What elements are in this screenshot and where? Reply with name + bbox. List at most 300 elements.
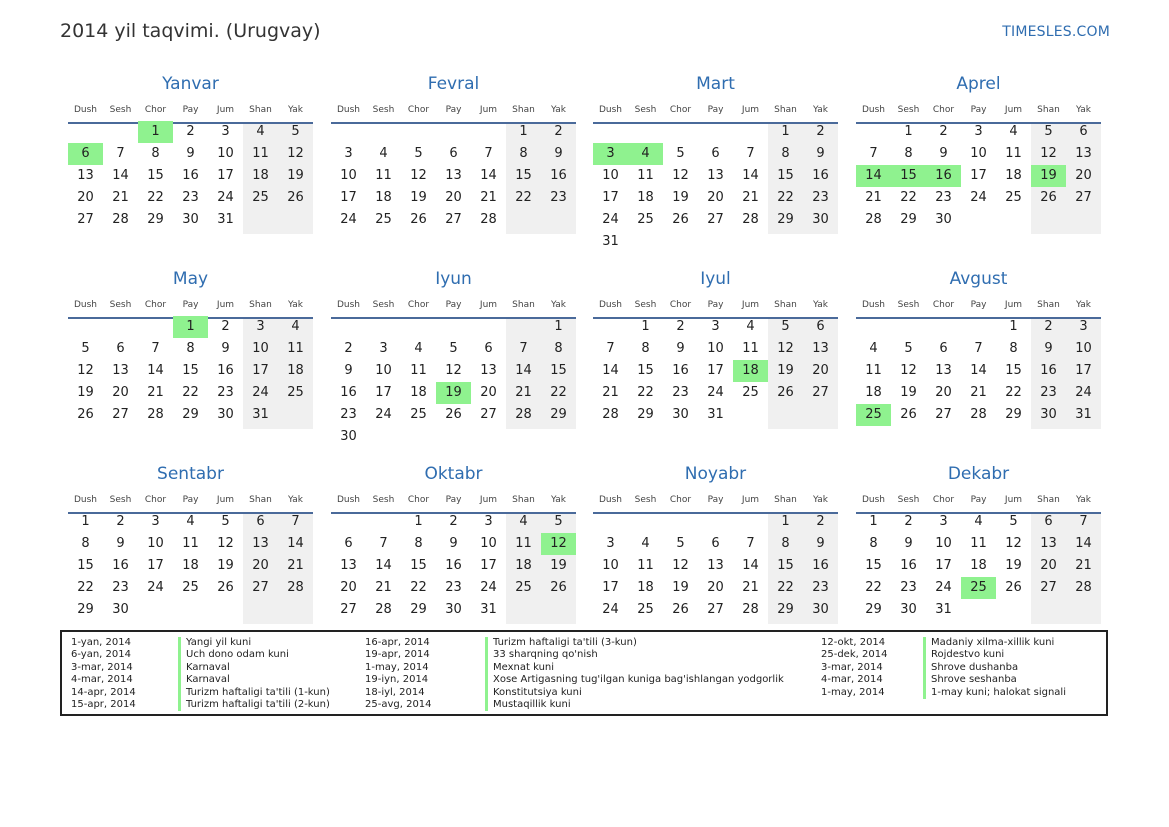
day-cell: 7	[116, 146, 125, 161]
day-cell: 25	[742, 385, 759, 400]
day-cell: 10	[602, 558, 619, 573]
day-cell: 22	[147, 190, 164, 205]
day-cell: 21	[742, 580, 759, 595]
day-cell: 27	[480, 407, 497, 422]
holiday-day-cell: 1	[138, 121, 173, 143]
day-cell: 20	[935, 385, 952, 400]
day-cell: 25	[252, 190, 269, 205]
day-cell: 30	[445, 602, 462, 617]
legend-date: 16-apr, 2014	[365, 637, 430, 648]
day-cell: 8	[81, 536, 90, 551]
day-cell: 11	[375, 168, 392, 183]
day-cell: 19	[777, 363, 794, 378]
day-cell: 26	[445, 407, 462, 422]
legend-date: 4-mar, 2014	[71, 674, 133, 686]
day-cell: 9	[449, 536, 458, 551]
day-cell: 3	[711, 319, 720, 334]
day-cell: 29	[182, 407, 199, 422]
day-cell: 24	[147, 580, 164, 595]
weekday-label: Dush	[336, 300, 361, 310]
day-cell: 20	[1075, 168, 1092, 183]
weekday-label: Jum	[216, 300, 235, 310]
day-cell: 15	[182, 363, 199, 378]
day-cell: 12	[410, 168, 427, 183]
day-cell: 22	[777, 190, 794, 205]
brand-link[interactable]: TIMESLES.COM	[1002, 24, 1110, 40]
day-cell: 22	[900, 190, 917, 205]
day-cell: 20	[112, 385, 129, 400]
weekday-header	[68, 495, 313, 509]
weekday-label: Chor	[407, 495, 430, 505]
day-cell: 14	[515, 363, 532, 378]
day-cell: 1	[904, 124, 913, 139]
day-cell: 23	[340, 407, 357, 422]
legend-holiday-name: Turizm haftaligi ta'tili (2-kun)	[178, 699, 330, 711]
day-cell: 6	[484, 341, 493, 356]
weekday-label: Shan	[512, 105, 535, 115]
day-cell: 18	[182, 558, 199, 573]
day-cell: 11	[515, 536, 532, 551]
day-cell: 16	[812, 558, 829, 573]
day-cell: 23	[900, 580, 917, 595]
day-cell: 2	[449, 514, 458, 529]
legend-holiday-name: Turizm haftaligi ta'tili (1-kun)	[178, 687, 330, 699]
day-cell: 16	[812, 168, 829, 183]
weekday-label: Jum	[479, 105, 498, 115]
day-cell: 8	[186, 341, 195, 356]
weekday-header	[331, 495, 576, 509]
day-cell: 30	[112, 602, 129, 617]
day-cell: 28	[970, 407, 987, 422]
day-cell: 2	[116, 514, 125, 529]
day-cell: 12	[672, 168, 689, 183]
day-cell: 17	[252, 363, 269, 378]
day-cell: 29	[865, 602, 882, 617]
day-cell: 2	[816, 514, 825, 529]
day-cell: 28	[515, 407, 532, 422]
day-cell: 17	[1075, 363, 1092, 378]
day-cell: 11	[287, 341, 304, 356]
day-cell: 9	[816, 146, 825, 161]
weekday-label: Sesh	[634, 105, 657, 115]
day-cell: 22	[410, 580, 427, 595]
day-cell: 17	[217, 168, 234, 183]
weekday-label: Jum	[1004, 105, 1023, 115]
weekday-label: Pay	[445, 495, 462, 505]
weekday-label: Sesh	[897, 495, 920, 505]
weekday-label: Chor	[407, 105, 430, 115]
day-cell: 6	[116, 341, 125, 356]
day-cell: 29	[550, 407, 567, 422]
day-cell: 6	[344, 536, 353, 551]
day-cell: 6	[449, 146, 458, 161]
day-cell: 11	[742, 341, 759, 356]
day-cell: 19	[1005, 558, 1022, 573]
holiday-day-cell: 3	[593, 143, 628, 165]
weekday-label: Chor	[669, 300, 692, 310]
weekday-label: Dush	[336, 105, 361, 115]
day-cell: 30	[340, 429, 357, 444]
legend-holiday-name: Mexnat kuni	[485, 662, 784, 674]
day-cell: 11	[970, 536, 987, 551]
day-cell: 14	[480, 168, 497, 183]
day-cell: 26	[900, 407, 917, 422]
day-cell: 30	[182, 212, 199, 227]
day-cell: 2	[221, 319, 230, 334]
day-cell: 27	[252, 580, 269, 595]
day-cell: 27	[112, 407, 129, 422]
weekday-label: Chor	[669, 495, 692, 505]
weekday-label: Shan	[774, 495, 797, 505]
weekday-label: Pay	[707, 495, 724, 505]
legend-holiday-name: Turizm haftaligi ta'tili (3-kun)	[485, 637, 784, 649]
day-cell: 9	[116, 536, 125, 551]
weekday-label: Jum	[741, 105, 760, 115]
legend-date: 1-may, 2014	[821, 686, 885, 698]
day-cell: 24	[217, 190, 234, 205]
day-cell: 25	[637, 602, 654, 617]
day-cell: 28	[865, 212, 882, 227]
legend-holiday-name: Rojdestvo kuni	[923, 649, 1066, 661]
day-cell: 20	[707, 190, 724, 205]
day-cell: 26	[1040, 190, 1057, 205]
day-cell: 15	[777, 168, 794, 183]
day-cell: 25	[410, 407, 427, 422]
day-cell: 4	[256, 124, 265, 139]
day-cell: 17	[147, 558, 164, 573]
day-cell: 18	[375, 190, 392, 205]
day-cell: 13	[445, 168, 462, 183]
day-cell: 16	[445, 558, 462, 573]
weekday-label: Jum	[1004, 495, 1023, 505]
legend-holiday-name: Madaniy xilma-xillik kuni	[923, 637, 1066, 649]
holiday-day-cell: 12	[541, 533, 576, 555]
day-cell: 10	[217, 146, 234, 161]
legend-holiday-name: Shrove seshanba	[923, 674, 1066, 686]
legend-holiday-name: Konstitutsiya kuni	[485, 687, 784, 699]
day-cell: 16	[340, 385, 357, 400]
day-cell: 13	[1040, 536, 1057, 551]
day-cell: 23	[112, 580, 129, 595]
day-cell: 17	[935, 558, 952, 573]
day-cell: 22	[550, 385, 567, 400]
day-cell: 3	[606, 536, 615, 551]
day-cell: 22	[637, 385, 654, 400]
weekday-label: Yak	[813, 105, 828, 115]
day-cell: 26	[672, 602, 689, 617]
day-cell: 7	[746, 146, 755, 161]
weekday-label: Pay	[445, 105, 462, 115]
day-cell: 11	[252, 146, 269, 161]
legend-date: 25-avg, 2014	[365, 698, 432, 710]
legend-date: 19-apr, 2014	[365, 649, 430, 661]
day-cell: 19	[410, 190, 427, 205]
day-cell: 19	[900, 385, 917, 400]
legend-name-column	[923, 637, 1066, 699]
day-cell: 28	[287, 580, 304, 595]
day-cell: 13	[480, 363, 497, 378]
day-cell: 21	[602, 385, 619, 400]
day-cell: 12	[777, 341, 794, 356]
day-cell: 19	[672, 190, 689, 205]
day-cell: 27	[340, 602, 357, 617]
weekday-label: Sesh	[634, 495, 657, 505]
day-cell: 18	[287, 363, 304, 378]
weekday-label: Dush	[598, 495, 623, 505]
day-cell: 8	[869, 536, 878, 551]
day-cell: 24	[480, 580, 497, 595]
weekday-label: Pay	[970, 495, 987, 505]
day-cell: 6	[816, 319, 825, 334]
day-cell: 12	[445, 363, 462, 378]
weekday-label: Chor	[932, 495, 955, 505]
day-cell: 12	[1040, 146, 1057, 161]
page-title: 2014 yil taqvimi. (Urugvay)	[60, 20, 321, 42]
day-cell: 4	[519, 514, 528, 529]
day-cell: 13	[340, 558, 357, 573]
legend-holiday-name: Mustaqillik kuni	[485, 699, 784, 711]
day-cell: 3	[484, 514, 493, 529]
day-cell: 4	[641, 536, 650, 551]
legend-date: 1-yan, 2014	[71, 637, 131, 648]
day-cell: 27	[1040, 580, 1057, 595]
day-cell: 21	[480, 190, 497, 205]
day-cell: 4	[746, 319, 755, 334]
day-cell: 10	[707, 341, 724, 356]
day-cell: 14	[742, 558, 759, 573]
weekday-label: Dush	[73, 495, 98, 505]
day-cell: 4	[869, 341, 878, 356]
day-cell: 3	[221, 124, 230, 139]
day-cell: 19	[550, 558, 567, 573]
day-cell: 9	[221, 341, 230, 356]
weekday-label: Pay	[707, 105, 724, 115]
day-cell: 19	[672, 580, 689, 595]
weekday-header	[68, 105, 313, 119]
day-cell: 16	[550, 168, 567, 183]
day-cell: 18	[410, 385, 427, 400]
day-cell: 5	[676, 536, 685, 551]
month-name: Dekabr	[947, 464, 1010, 484]
day-cell: 31	[252, 407, 269, 422]
day-cell: 22	[1005, 385, 1022, 400]
day-cell: 13	[1075, 146, 1092, 161]
day-cell: 14	[287, 536, 304, 551]
day-cell: 5	[291, 124, 300, 139]
day-cell: 21	[1075, 558, 1092, 573]
month-name: Mart	[696, 74, 735, 94]
legend-date: 15-apr, 2014	[71, 698, 136, 710]
day-cell: 24	[602, 602, 619, 617]
day-cell: 23	[672, 385, 689, 400]
day-cell: 5	[221, 514, 230, 529]
day-cell: 17	[707, 363, 724, 378]
day-cell: 6	[256, 514, 265, 529]
legend-date: 3-mar, 2014	[821, 661, 883, 673]
day-cell: 18	[1005, 168, 1022, 183]
day-cell: 17	[375, 385, 392, 400]
day-cell: 7	[606, 341, 615, 356]
day-cell: 26	[1005, 580, 1022, 595]
day-cell: 9	[816, 536, 825, 551]
day-cell: 12	[217, 536, 234, 551]
day-cell: 15	[515, 168, 532, 183]
legend-date-column	[821, 637, 887, 699]
day-cell: 29	[1005, 407, 1022, 422]
weekday-label: Shan	[1037, 495, 1060, 505]
weekday-label: Pay	[970, 105, 987, 115]
day-cell: 5	[676, 146, 685, 161]
weekday-label: Yak	[1076, 105, 1091, 115]
day-cell: 7	[1079, 514, 1088, 529]
weekday-label: Dush	[861, 300, 886, 310]
day-cell: 16	[1040, 363, 1057, 378]
day-cell: 22	[515, 190, 532, 205]
day-cell: 4	[414, 341, 423, 356]
day-cell: 24	[707, 385, 724, 400]
day-cell: 20	[77, 190, 94, 205]
day-cell: 8	[781, 146, 790, 161]
day-cell: 1	[554, 319, 563, 334]
day-cell: 7	[291, 514, 300, 529]
day-cell: 22	[865, 580, 882, 595]
weekday-label: Dush	[73, 105, 98, 115]
day-cell: 8	[519, 146, 528, 161]
weekday-label: Yak	[1076, 495, 1091, 505]
day-cell: 21	[865, 190, 882, 205]
legend-date: 6-yan, 2014	[71, 649, 131, 661]
day-cell: 12	[900, 363, 917, 378]
day-cell: 6	[1044, 514, 1053, 529]
day-cell: 1	[1009, 319, 1018, 334]
day-cell: 13	[707, 168, 724, 183]
day-cell: 2	[1044, 319, 1053, 334]
day-cell: 4	[974, 514, 983, 529]
day-cell: 10	[340, 168, 357, 183]
day-cell: 23	[1040, 385, 1057, 400]
weekday-label: Jum	[741, 300, 760, 310]
weekday-label: Shan	[512, 495, 535, 505]
weekday-label: Jum	[216, 105, 235, 115]
day-cell: 2	[676, 319, 685, 334]
day-cell: 25	[637, 212, 654, 227]
month-name: Noyabr	[684, 464, 747, 484]
day-cell: 30	[812, 212, 829, 227]
day-cell: 14	[970, 363, 987, 378]
day-cell: 15	[777, 558, 794, 573]
holiday-day-cell: 19	[436, 382, 471, 404]
day-cell: 15	[77, 558, 94, 573]
day-cell: 18	[515, 558, 532, 573]
day-cell: 26	[287, 190, 304, 205]
weekday-label: Shan	[774, 300, 797, 310]
day-cell: 26	[217, 580, 234, 595]
day-cell: 3	[974, 124, 983, 139]
day-cell: 20	[1040, 558, 1057, 573]
day-cell: 21	[515, 385, 532, 400]
day-cell: 16	[217, 363, 234, 378]
day-cell: 17	[602, 190, 619, 205]
legend-holiday-name: Uch dono odam kuni	[178, 649, 330, 661]
day-cell: 28	[1075, 580, 1092, 595]
legend-holiday-name: 1-may kuni; halokat signali	[923, 687, 1066, 699]
month-name: Avgust	[949, 269, 1008, 289]
day-cell: 3	[939, 514, 948, 529]
legend-holiday-name: Xose Artigasning tug'ilgan kuniga bag'ishlangan yodgorlik	[485, 674, 784, 686]
day-cell: 3	[379, 341, 388, 356]
day-cell: 24	[340, 212, 357, 227]
day-cell: 3	[151, 514, 160, 529]
day-cell: 29	[77, 602, 94, 617]
day-cell: 15	[1005, 363, 1022, 378]
day-cell: 13	[77, 168, 94, 183]
day-cell: 5	[554, 514, 563, 529]
day-cell: 31	[480, 602, 497, 617]
day-cell: 21	[742, 190, 759, 205]
day-cell: 31	[935, 602, 952, 617]
day-cell: 28	[112, 212, 129, 227]
weekday-label: Pay	[182, 300, 199, 310]
day-cell: 12	[77, 363, 94, 378]
weekday-label: Dush	[336, 495, 361, 505]
day-cell: 16	[112, 558, 129, 573]
day-cell: 8	[904, 146, 913, 161]
day-cell: 25	[375, 212, 392, 227]
day-cell: 30	[217, 407, 234, 422]
day-cell: 28	[375, 602, 392, 617]
holiday-day-cell: 15	[891, 165, 926, 187]
day-cell: 4	[186, 514, 195, 529]
weekday-label: Chor	[669, 105, 692, 115]
weekday-label: Shan	[249, 300, 272, 310]
day-cell: 14	[742, 168, 759, 183]
day-cell: 29	[900, 212, 917, 227]
day-cell: 1	[519, 124, 528, 139]
day-cell: 18	[865, 385, 882, 400]
day-cell: 31	[602, 234, 619, 249]
day-cell: 8	[1009, 341, 1018, 356]
weekday-label: Shan	[1037, 105, 1060, 115]
day-cell: 16	[900, 558, 917, 573]
day-cell: 5	[449, 341, 458, 356]
day-cell: 6	[711, 536, 720, 551]
holiday-day-cell: 4	[628, 143, 663, 165]
day-cell: 23	[935, 190, 952, 205]
weekday-label: Pay	[707, 300, 724, 310]
day-cell: 28	[147, 407, 164, 422]
day-cell: 27	[707, 212, 724, 227]
day-cell: 13	[252, 536, 269, 551]
weekday-label: Sesh	[372, 300, 395, 310]
weekday-label: Sesh	[109, 105, 132, 115]
day-cell: 12	[672, 558, 689, 573]
weekday-label: Jum	[479, 495, 498, 505]
day-cell: 6	[1079, 124, 1088, 139]
day-cell: 17	[480, 558, 497, 573]
month-name: Aprel	[956, 74, 1001, 94]
day-cell: 13	[812, 341, 829, 356]
day-cell: 20	[707, 580, 724, 595]
day-cell: 5	[1009, 514, 1018, 529]
holiday-day-cell: 1	[173, 316, 208, 338]
month-name: May	[172, 269, 209, 289]
day-cell: 11	[637, 168, 654, 183]
legend-holiday-name: Yangi yil kuni	[178, 637, 330, 649]
day-cell: 27	[707, 602, 724, 617]
holiday-day-cell: 19	[1031, 165, 1066, 187]
legend-date: 14-apr, 2014	[71, 686, 136, 698]
weekday-label: Chor	[407, 300, 430, 310]
